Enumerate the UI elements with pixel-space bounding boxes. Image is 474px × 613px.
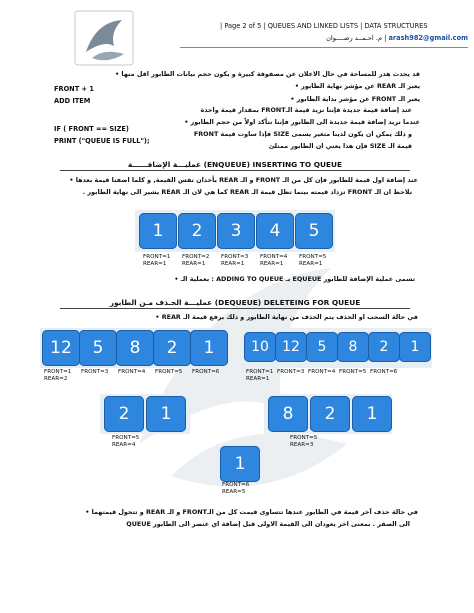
dequeue-b-label-4: FRONT=5	[339, 369, 367, 375]
dequeue-b-box-4: 8	[337, 332, 369, 362]
dequeue-final-2: الى الصفر . بمعنى اخر يعودان الى القيمة الاولى قبل إضافة اي عنصر الى الطابور QUEUE	[126, 520, 410, 528]
dequeue-c1-label: FRONT=5 REAR=4	[112, 435, 140, 448]
intro-text-3: قيمة الـ SIZE فإن هذا يعني ان الطابور ممتلئ	[268, 142, 412, 150]
dequeue-a-label-5: FRONT=6	[192, 369, 220, 375]
header-author-line	[278, 34, 468, 42]
dequeue-b-box-5: 2	[368, 332, 400, 362]
dequeue-b-label-3: FRONT=4	[308, 369, 336, 375]
enqueue-desc-1: عند إضافة اول قيمة للطابور فإن كل من الـ FRONT و الـ REAR يأخذان نفس القيمة, و كلما اضفنا قيمة بعدها •	[69, 176, 418, 184]
dequeue-a-label-2: FRONT=3	[81, 369, 109, 375]
dequeue-b-box-2: 12	[275, 332, 307, 362]
dequeue-b-label-5: FRONT=6	[370, 369, 398, 375]
enqueue-label-5: FRONT=5 REAR=1	[299, 254, 327, 267]
dequeue-d-box-1: 1	[220, 446, 260, 482]
header-rule	[180, 47, 468, 48]
enqueue-box-2: 2	[178, 213, 216, 249]
intro-bullet-2: يعبر الـ REAR عن مؤشر نهاية الطابور •	[294, 82, 420, 90]
dequeue-b-box-6: 1	[399, 332, 431, 362]
dequeue-b-box-3: 5	[306, 332, 338, 362]
intro-bullet-1: قد يحدث هدر للمساحة في حال الاعلان عن مصفوفة كبيرة و يكون حجم بيانات الطابور اقل منها •	[115, 70, 420, 78]
dequeue-a-label-4: FRONT=5	[155, 369, 183, 375]
enqueue-label-4: FRONT=4 REAR=1	[260, 254, 288, 267]
enqueue-box-5: 5	[295, 213, 333, 249]
dequeue-c2-label: FRONT=5 REAR=3	[290, 435, 318, 448]
intro-text-1: عند إضافة قيمة جديدة فإننا نزيد قيمة الـFRONT بمقدار قيمة واحدة	[200, 106, 412, 114]
intro-text-2: و ذلك يمكن ان يكون لدينا متغير يسمى SIZE فإذا ساوت قيمة FRONT	[193, 130, 412, 138]
dequeue-c1-box-2: 1	[146, 396, 186, 432]
enqueue-box-1: 1	[139, 213, 177, 249]
dequeue-final-1: في حالة حذف آخر قيمة في الطابور عندها تتساوى قيمت كل من الـFRONT و الـ REAR و تتحول قيمتهما •	[85, 508, 418, 516]
dequeue-b-box-1: 10	[244, 332, 276, 362]
dequeue-d-label: FRONT=6 REAR=5	[222, 482, 250, 495]
enqueue-label-3: FRONT=3 REAR=1	[221, 254, 249, 267]
enqueue-box-4: 4	[256, 213, 294, 249]
header-title: | Page 2 of 5 | QUEUES AND LINKED LISTS | DATA STRUCTURES	[220, 22, 428, 30]
dequeue-a-box-3: 8	[116, 330, 154, 366]
enqueue-note: تسمى عملية الإضافة للطابور EQUEUE بـ ADDING TO QUEUE : بعملية الـ •	[174, 275, 415, 283]
enqueue-desc-2: نلاحظ ان الـ FRONT تزداد قيمته بينما تظل قيمة الـ REAR كما هي لان الـ REAR يشير الى نهاية الطابور .	[82, 188, 412, 196]
intro-bullet-3: يعبر الـ FRONT عن مؤشر بداية الطابور •	[290, 95, 420, 103]
author-name: م. احـمــد رضــــوان	[326, 34, 383, 42]
header-logo	[74, 10, 134, 66]
dequeue-c1-box-1: 2	[104, 396, 144, 432]
dequeue-c2-box-1: 8	[268, 396, 308, 432]
enqueue-title: عمليـــة الإضافــــــة (ENQUEUE) INSERTING TO QUEUE	[60, 160, 410, 171]
enqueue-label-2: FRONT=2 REAR=1	[182, 254, 210, 267]
intro-bullet-4: عندما نريد إضافة قيمة جديدة الى الطابور فإننا نتأكد اولاً من حجم الطابور •	[184, 118, 420, 126]
dequeue-b-label-2: FRONT=3	[277, 369, 305, 375]
dequeue-a-box-1: 12	[42, 330, 80, 366]
enqueue-label-1: FRONT=1 REAR=1	[143, 254, 171, 267]
dequeue-desc: في حالة السحب او الحذف يتم الحذف من نهاية الطابور و ذلك برفع قيمة الـ REAR •	[155, 313, 418, 321]
dequeue-a-label-1: FRONT=1 REAR=2	[44, 369, 72, 382]
code-line-2: ADD ITEM	[54, 97, 91, 105]
dequeue-a-label-3: FRONT=4	[118, 369, 146, 375]
dequeue-a-box-2: 5	[79, 330, 117, 366]
code-line-5: PRINT ("QUEUE IS FULL");	[54, 137, 150, 145]
dequeue-title: عمليـــة الحـذف مـن الطابور (DEQUEUE) DELETEING FOR QUEUE	[60, 298, 410, 309]
dequeue-c2-box-3: 1	[352, 396, 392, 432]
enqueue-box-3: 3	[217, 213, 255, 249]
author-email[interactable]: arash982@gmail.com	[388, 34, 468, 42]
code-line-1: FRONT + 1	[54, 85, 94, 93]
code-line-4: IF ( FRONT == SIZE)	[54, 125, 129, 133]
separator: |	[384, 34, 387, 42]
dequeue-c2-box-2: 2	[310, 396, 350, 432]
dequeue-a-box-4: 2	[153, 330, 191, 366]
dequeue-a-box-5: 1	[190, 330, 228, 366]
dequeue-b-label-1: FRONT=1 REAR=1	[246, 369, 274, 382]
